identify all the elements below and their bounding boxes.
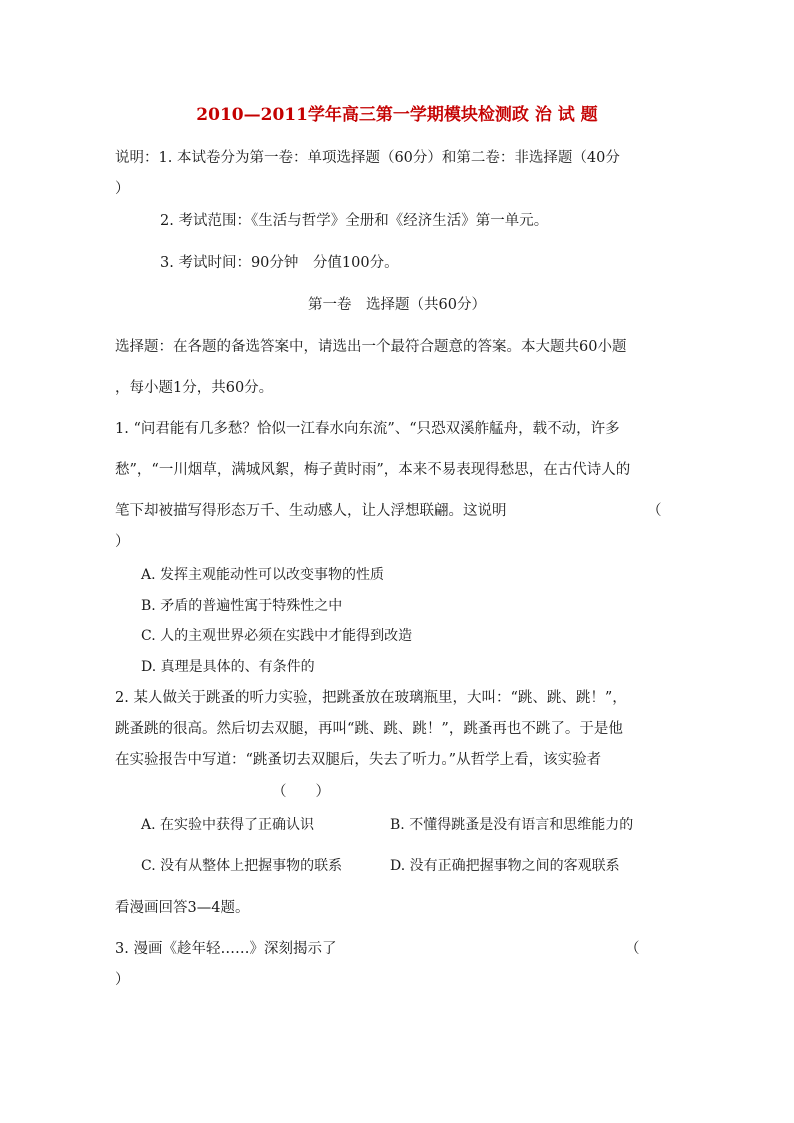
q2-option-c: C. 没有从整体上把握事物的联系 — [141, 858, 343, 874]
q1-line-1: 1. “问君能有几多愁？恰似一江春水向东流”、“只恐双溪舴艋舟，载不动，许多 — [115, 421, 620, 437]
q3-answer-paren-close: ） — [115, 972, 130, 988]
q1-line-3: 笔下却被描写得形态万千、生动感人，让人浮想联翩。这说明 — [115, 503, 507, 519]
q2-option-a: A. 在实验中获得了正确认识 — [141, 817, 315, 833]
q2-answer-paren: （ ） — [272, 784, 330, 800]
q1-option-d: D. 真理是具体的、有条件的 — [141, 659, 315, 675]
q1-answer-paren-close: ） — [115, 534, 130, 550]
q1-option-b: B. 矛盾的普遍性寓于特殊性之中 — [141, 598, 343, 614]
instructions-line-1-cont: ） — [115, 181, 130, 197]
section-intro-line-2: ，每小题1分，共60分。 — [115, 380, 274, 396]
q3-answer-paren-open: （ — [625, 941, 640, 957]
q3-line-1: 3. 漫画《趁年轻……》深刻揭示了 — [115, 941, 337, 957]
q1-option-c: C. 人的主观世界必须在实践中才能得到改造 — [141, 628, 413, 644]
q1-option-a: A. 发挥主观能动性可以改变事物的性质 — [141, 567, 385, 583]
instructions-line-1: 说明：1. 本试卷分为第一卷：单项选择题（60分）和第二卷：非选择题（40分 — [115, 150, 620, 166]
exam-title: 2010—2011学年高三第一学期模块检测政 治 试 题 — [196, 105, 598, 125]
q2-line-2: 跳蚤跳的很高。然后切去双腿，再叫“跳、跳、跳！”，跳蚤再也不跳了。于是他 — [115, 721, 623, 737]
instructions-item-2: 2. 考试范围：《生活与哲学》全册和《经济生活》第一单元。 — [160, 213, 549, 229]
q2-option-d: D. 没有正确把握事物之间的客观联系 — [390, 858, 620, 874]
section-heading: 第一卷 选择题（共60分） — [308, 297, 486, 313]
q1-answer-paren-open: （ — [647, 503, 662, 519]
section-intro-line-1: 选择题：在各题的备选答案中，请选出一个最符合题意的答案。本大题共60小题 — [115, 339, 627, 355]
q2-option-b: B. 不懂得跳蚤是没有语言和思维能力的 — [390, 817, 634, 833]
instructions-item-3: 3. 考试时间：90分钟 分值100分。 — [160, 255, 399, 271]
q2-line-3: 在实验报告中写道：“跳蚤切去双腿后，失去了听力。”从哲学上看，该实验者 — [115, 752, 602, 768]
q1-line-2: 愁”，“一川烟草，满城风絮，梅子黄时雨”，本来不易表现得愁思，在古代诗人的 — [115, 462, 631, 478]
q2-line-1: 2. 某人做关于跳蚤的听力实验，把跳蚤放在玻璃瓶里，大叫：“跳、跳、跳！”， — [115, 690, 627, 706]
cartoon-prompt: 看漫画回答3—4题。 — [115, 900, 250, 916]
